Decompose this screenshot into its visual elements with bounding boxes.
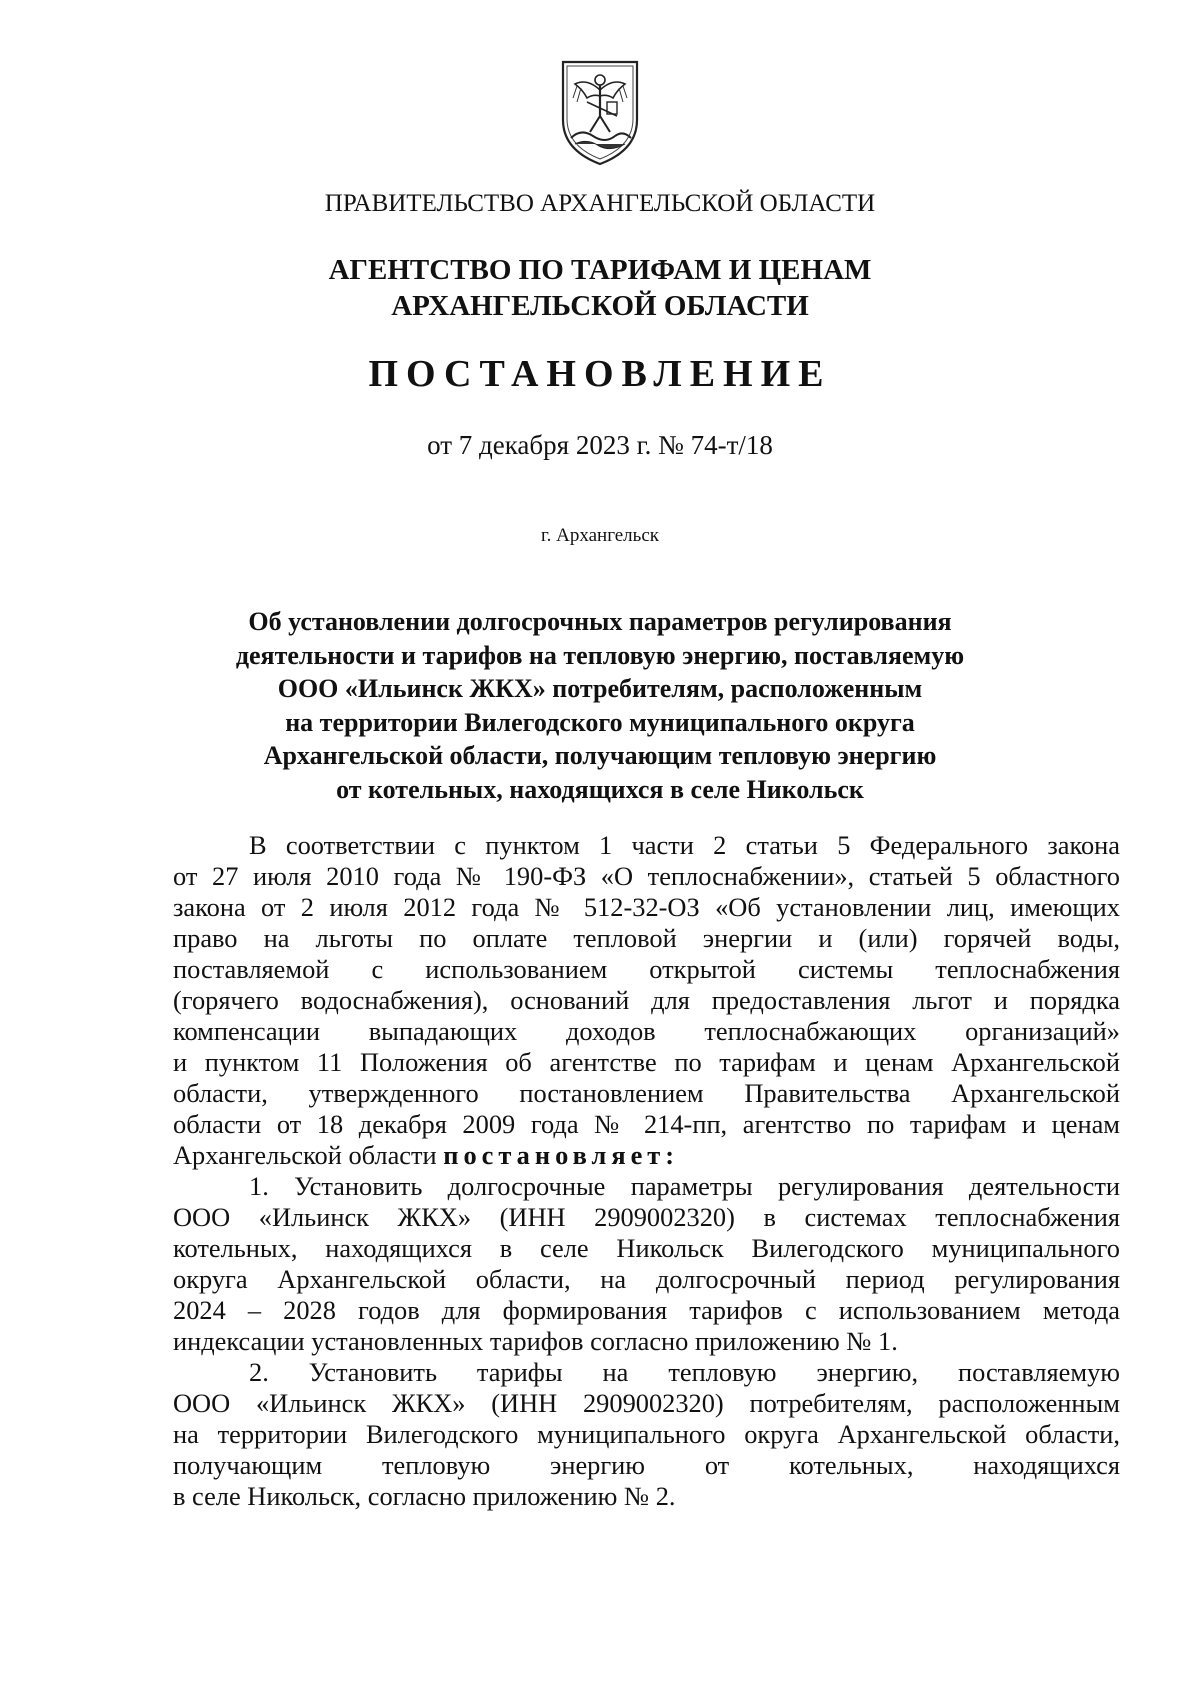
item-1-line: 1. Установить долгосрочные параметры регулирования деятельности xyxy=(249,1171,1120,1201)
item-2-line: в селе Никольск, согласно приложению № 2. xyxy=(173,1481,676,1511)
item-1-line: округа Архангельской области, на долгосрочный период регулирования xyxy=(173,1264,1120,1294)
title-line: от котельных, находящихся в селе Никольск xyxy=(336,774,864,804)
preamble-line: (горячего водоснабжения), оснований для предоставления льгот и порядка xyxy=(173,985,1120,1015)
item-1-line: котельных, находящихся в селе Никольск Вилегодского муниципального xyxy=(173,1233,1120,1263)
item-1-line: ООО «Ильинск ЖКХ» (ИНН 2909002320) в системах теплоснабжения xyxy=(173,1202,1120,1232)
preamble-last-text: Архангельской области xyxy=(173,1140,444,1170)
agency-name xyxy=(100,252,1100,324)
preamble-line: и пунктом 11 Положения об агентстве по тарифам и ценам Архангельской xyxy=(173,1047,1120,1077)
document-title xyxy=(140,605,1060,806)
document-city: г. Архангельск xyxy=(540,525,659,546)
title-line: Об установлении долгосрочных параметров регулирования xyxy=(248,607,952,636)
preamble-line: В соответствии с пунктом 1 части 2 статьи 5 Федерального закона xyxy=(249,830,1120,860)
document-body xyxy=(173,830,1120,1512)
item-2-line: получающим тепловую энергию от котельных, находящихся xyxy=(173,1450,1120,1480)
title-line: на территории Вилегодского муниципального округа xyxy=(285,707,915,737)
title-line: деятельности и тарифов на тепловую энергию, поставляемую xyxy=(235,640,965,670)
item-1-line: индексации установленных тарифов согласно приложению № 1. xyxy=(173,1326,898,1356)
title-line: ООО «Ильинск ЖКХ» потребителям, расположенным xyxy=(277,674,923,703)
item-1-line: 2024 – 2028 годов для формирования тарифов с использованием метода xyxy=(173,1295,1120,1325)
preamble-line: закона от 2 июля 2012 года № 512-32-ОЗ «Об установлении лиц, имеющих xyxy=(173,892,1120,922)
coat-of-arms-emblem xyxy=(557,58,643,168)
document-type-heading: ПОСТАНОВЛЕНИЕ xyxy=(368,353,832,395)
agency-name-line-2: АРХАНГЕЛЬСКОЙ ОБЛАСТИ xyxy=(391,290,809,322)
decrees-word: постановляет: xyxy=(443,1140,680,1170)
preamble-line: области от 18 декабря 2009 года № 214-пп, агентство по тарифам и ценам xyxy=(173,1109,1120,1139)
preamble-line: компенсации выпадающих доходов теплоснабжающих организаций» xyxy=(173,1016,1120,1046)
preamble-last-line xyxy=(173,1140,1120,1171)
preamble-line: поставляемой с использованием открытой системы теплоснабжения xyxy=(173,954,1120,984)
preamble-line: области, утвержденного постановлением Правительства Архангельской xyxy=(173,1078,1120,1108)
item-2-line: 2. Установить тарифы на тепловую энергию, поставляемую xyxy=(249,1357,1120,1387)
document-date-number: от 7 декабря 2023 г. № 74-т/18 xyxy=(427,430,773,460)
preamble-line: право на льготы по оплате тепловой энергии и (или) горячей воды, xyxy=(173,923,1120,953)
item-2-line: на территории Вилегодского муниципального округа Архангельской области, xyxy=(173,1419,1120,1449)
preamble-line: от 27 июля 2010 года № 190-ФЗ «О теплоснабжении», статьей 5 областного xyxy=(173,861,1120,891)
item-2-line: ООО «Ильинск ЖКХ» (ИНН 2909002320) потребителям, расположенным xyxy=(173,1388,1120,1418)
title-line: Архангельской области, получающим тепловую энергию xyxy=(263,741,937,770)
government-name: ПРАВИТЕЛЬСТВО АРХАНГЕЛЬСКОЙ ОБЛАСТИ xyxy=(324,190,876,217)
agency-name-line-1: АГЕНТСТВО ПО ТАРИФАМ И ЦЕНАМ xyxy=(328,254,872,286)
